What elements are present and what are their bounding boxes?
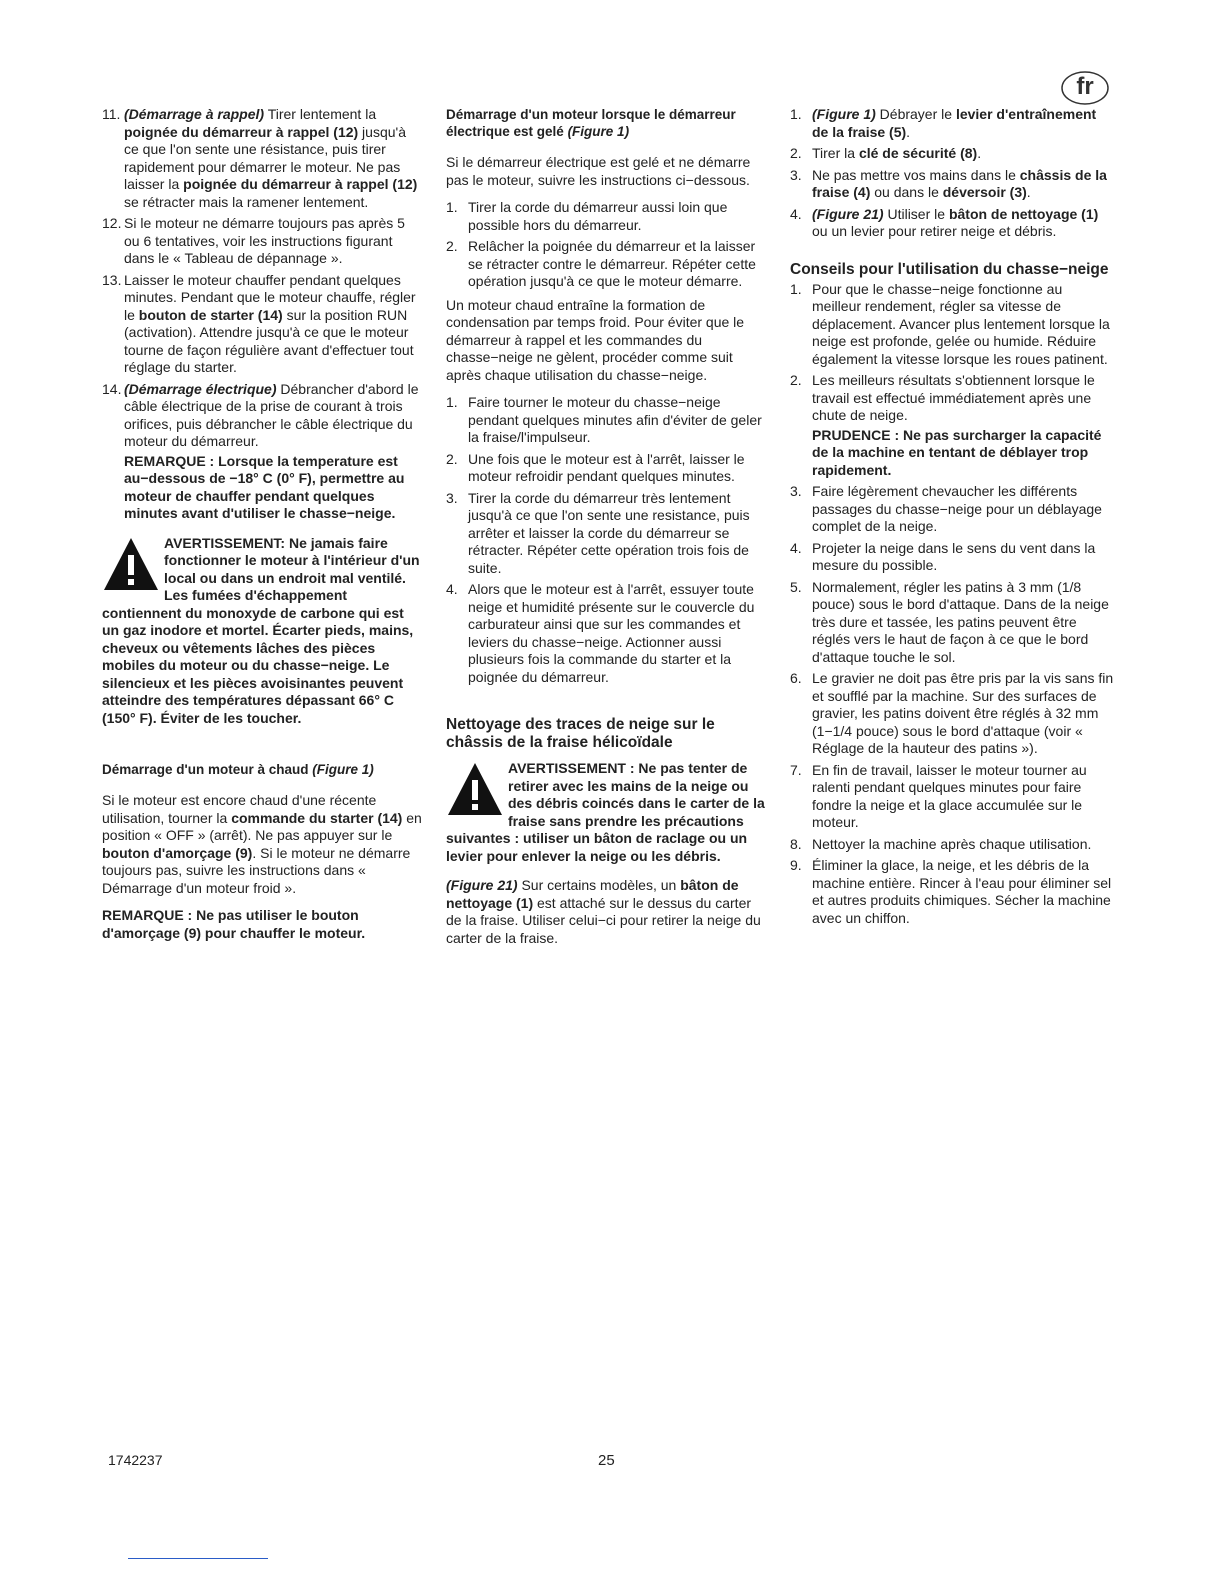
cleaning-step: 4. (Figure 21) Utiliser le bâton de nettoyage (1) ou un levier pour retirer neige et débris. — [790, 205, 1099, 239]
condensation-step: 1. Faire tourner le moteur du chasse−neige pendant quelques minutes afin d'éviter de geler la fraise/l'impulseur. — [446, 394, 762, 445]
tip-item: 7. En fin de travail, laisser le moteur tourner au ralenti pendant quelques minutes pour faire fondre la neige et la glace accumulée sur le moteur. — [790, 761, 1087, 830]
warning-triangle-icon — [446, 760, 504, 818]
warning-cleaning: AVERTISSEMENT : Ne pas tenter de retirer avec les mains de la neige ou des débris coincés dans le carter de la fraise sans prendre les précautions suivantes : utiliser un bâton de raclage ou un levier pour enlever la neige ou les débris. — [446, 760, 765, 864]
cleaning-step: 2. Tirer la clé de sécurité (8). — [790, 145, 982, 161]
frozen-paragraph: Si le démarreur électrique est gelé et ne démarre pas le moteur, suivre les instructions ci−dessous. — [446, 154, 751, 188]
condensation-paragraph: Un moteur chaud entraîne la formation de condensation par temps froid. Pour éviter que le démarreur à rappel et les commandes du chasse−neige ne gèlent, procéder comme suit après chaque utilisation du chasse−neige. — [446, 296, 745, 383]
tip-item: 9. Éliminer la glace, la neige, et les débris de la machine entière. Rincer à l'eau pour éliminer sel et autres produits chimiques. Sécher la machine avec un chiffon. — [790, 857, 1112, 926]
footer-rule — [128, 1558, 268, 1559]
hot-start-heading: Démarrage d'un moteur à chaud (Figure 1) — [102, 762, 374, 777]
step-13: 13. Laisser le moteur chauffer pendant quelques minutes. Pendant que le moteur chauffe, régler le bouton de starter (14) sur la position RUN (activation). Attendre jusqu'à ce que le moteur tourne de façon régulière avant d'effectuer tout réglage du starter. — [102, 271, 416, 375]
hot-start-paragraph: Si le moteur est encore chaud d'une récente utilisation, tourner la commande du starter (14) en position « OFF » (arrêt). Ne pas appuyer sur le bouton d'amorçage (9). Si le moteur ne démarre toujours pas, suivre les instructions dans « Démarrage d'un moteur froid ». — [102, 792, 422, 896]
tips-heading: Conseils pour l'utilisation du chasse−neige — [790, 260, 1109, 278]
warning-triangle-icon — [102, 535, 160, 593]
condensation-step: 3. Tirer la corde du démarreur très lentement jusqu'à ce que l'on sente une resistance, puis arrêter et laisser la corde du démarreur se rétracter. Répéter cette opération trois fois de suite. — [446, 489, 750, 576]
column-2 — [446, 106, 768, 957]
tip-item: 2. Les meilleurs résultats s'obtiennent lorsque le travail est effectué immédiatement après une chute de neige. PRUDENCE : Ne pas surcharger la capacité de la machine en tentant de déblayer trop rapidement. — [790, 372, 1114, 479]
page-number: 25 — [598, 1452, 615, 1469]
column-3 — [790, 106, 1114, 931]
language-badge-label: fr — [1076, 73, 1094, 100]
condensation-step: 4. Alors que le moteur est à l'arrêt, essuyer toute neige et humidité présente sur le couvercle du carburateur ainsi que sur les commandes et leviers du chasse−neige. Actionner aussi plusieurs fois la commande du starter et la poignée du démarreur. — [446, 581, 755, 685]
warning-carbon-monoxide: AVERTISSEMENT: Ne jamais faire fonctionner le moteur à l'intérieur d'un local ou dans un endroit mal ventilé. Les fumées d'échappement contiennent du monoxyde de carbone qui est un gaz inodore et mortel. Écarter pieds, mains, cheveux ou vêtements lâches des pièces mobiles du moteur ou du chasse−neige. Le silencieux et les pièces avoisinantes peuvent atteindre des températures dépassant 66° C (150° F). Éviter de les toucher. — [102, 534, 420, 726]
tip-item: 4. Projeter la neige dans le sens du vent dans la mesure du possible. — [790, 539, 1096, 573]
step-14: 14. (Démarrage électrique) Débrancher d'abord le câble électrique de la prise de courant à trois orifices, puis débrancher le câble électrique du moteur du démarreur. REMARQUE : Lorsque la temperature est au−dessous de −18° C (0° F), permettre au moteur de chauffer pendant quelques minutes avant d'utiliser le chasse−neige. — [102, 381, 424, 523]
condensation-step: 2. Une fois que le moteur est à l'arrêt, laisser le moteur refroidir pendant quelques minutes. — [446, 450, 745, 484]
cleaning-step: 1. (Figure 1) Débrayer le levier d'entraînement de la fraise (5). — [790, 106, 1097, 140]
cleaning-heading: Nettoyage des traces de neige sur le châssis de la fraise hélicoïdale — [446, 716, 715, 751]
frozen-step: 1. Tirer la corde du démarreur aussi loin que possible hors du démarreur. — [446, 199, 728, 233]
step-11: 11. (Démarrage à rappel) Tirer lentement la poignée du démarreur à rappel (12) jusqu'à ce que l'on sente une résistance, puis tirer rapidement pour démarrer le moteur. Ne pas laisser la poignée du démarreur à rappel (12) se rétracter mais la ramener lentement. — [102, 106, 418, 210]
column-1 — [102, 106, 424, 942]
tip-item: 3. Faire légèrement chevaucher les différents passages du chasse−neige pour un déblayage complet de la neige. — [790, 483, 1102, 534]
hot-start-note: REMARQUE : Ne pas utiliser le bouton d'amorçage (9) pour chauffer le moteur. — [102, 907, 366, 941]
tip-item: 8. Nettoyer la machine après chaque utilisation. — [790, 835, 1092, 852]
step-12: 12. Si le moteur ne démarre toujours pas après 5 ou 6 tentatives, voir les instructions figurant dans le « Tableau de dépannage ». — [102, 215, 405, 266]
caution-note: PRUDENCE : Ne pas surcharger la capacité de la machine en tentant de déblayer trop rapidement. — [812, 426, 1102, 478]
cleaning-step: 3. Ne pas mettre vos mains dans le châssis de la fraise (4) ou dans le déversoir (3). — [790, 166, 1107, 200]
frozen-starter-heading: Démarrage d'un moteur lorsque le démarreur électrique est gelé (Figure 1) — [446, 107, 736, 139]
tip-item: 1. Pour que le chasse−neige fonctionne au meilleur rendement, régler sa vitesse de déplacement. Avancer plus lentement lorsque la neige est profonde, gelée ou humide. Réduire également la vitesse lorsque les roues patinent. — [790, 280, 1110, 367]
frozen-step: 2. Relâcher la poignée du démarreur et la laisser se rétracter contre le démarreur. Répéter cette opération jusqu'à ce que le moteur démarre. — [446, 238, 756, 289]
tip-item: 5. Normalement, régler les patins à 3 mm (1/8 pouce) sous le bord d'attaque. Dans de la neige très dure et tassée, les patins peuvent être réglés vers le haut de façon à ce que le bord d'attaque touche le sol. — [790, 578, 1109, 665]
step-14-note: REMARQUE : Lorsque la temperature est au−dessous de −18° C (0° F), permettre au moteur de chauffer pendant quelques minutes avant d'utiliser le chasse−neige. — [124, 452, 405, 521]
tip-item: 6. Le gravier ne doit pas être pris par la vis sans fin et soufflé par la machine. Sur des surfaces de gravier, les patins doivent être réglés à 32 mm (1−1/4 pouce) sous le bord d'attaque (voir « Réglage de la hauteur des patins »). — [790, 670, 1114, 756]
cleaning-paragraph: (Figure 21) Sur certains modèles, un bâton de nettoyage (1) est attaché sur le dessus du carter de la fraise. Utiliser celui−ci pour retirer la neige du carter de la fraise. — [446, 877, 761, 946]
document-number: 1742237 — [108, 1452, 163, 1468]
language-badge — [1060, 70, 1110, 106]
